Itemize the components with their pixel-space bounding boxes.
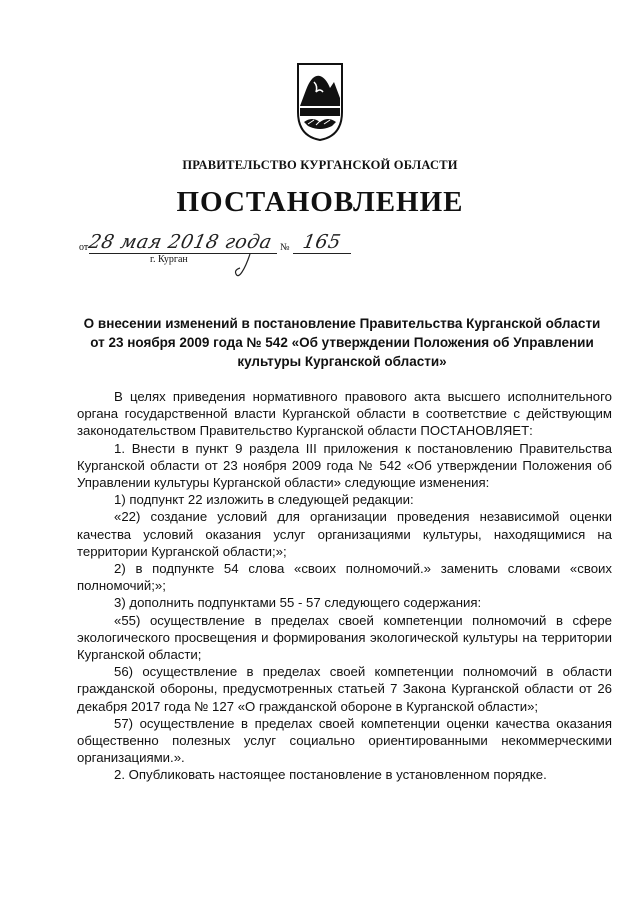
body-paragraph: 3) дополнить подпунктами 55 - 57 следующего содержания: — [114, 595, 482, 611]
government-name: ПРАВИТЕЛЬСТВО КУРГАНСКОЙ ОБЛАСТИ — [182, 158, 458, 172]
document-type-title: ПОСТАНОВЛЕНИЕ — [176, 186, 464, 218]
body-paragraph: 57) осуществление в пределах своей компетенции оценки качества оказания общественно полезных услуг социально ориентированными некоммерческими организациями.». — [77, 715, 612, 766]
date-prefix: от — [79, 242, 89, 253]
body-paragraph: «55) осуществление в пределах своей компетенции полномочий в сфере экологического просвещения и формирования экологической культуры на территории Курганской области; — [77, 612, 612, 663]
number-prefix: № — [280, 242, 290, 253]
body-paragraph: 56) осуществление в пределах своей компетенции полномочий в области гражданской обороны, предусмотренных статьей 7 Закона Курганской области от 26 декабря 2017 года № 127 «О гражданской обороне в Курганской области»; — [77, 664, 612, 714]
body-paragraph: 1) подпункт 22 изложить в следующей редакции: — [114, 492, 414, 508]
body-paragraph: 2) в подпункте 54 слова «своих полномочий.» заменить словами «своих полномочий;»; — [77, 561, 612, 594]
number-underline — [293, 253, 351, 254]
body-paragraph: 2. Опубликовать настоящее постановление в установленном порядке. — [114, 767, 547, 783]
handwritten-date: 28 мая 2018 года — [86, 231, 275, 253]
city-label: г. Курган — [150, 254, 188, 265]
document-body — [77, 388, 612, 784]
kurgan-coat-of-arms-icon — [296, 62, 344, 142]
body-paragraph: В целях приведения нормативного правового акта высшего исполнительного органа государственной власти Курганской области в соответствие с действующим законодательством Правительство Курганской области ПОСТАНОВЛЯЕТ: — [77, 389, 612, 439]
body-paragraph: 1. Внести в пункт 9 раздела III приложения к постановлению Правительства Курганской области от 23 ноября 2009 года № 542 «Об утверждении Положения об Управлении культуры Курганской области» следующие изменения: — [77, 440, 612, 491]
signature-flourish-icon — [228, 252, 258, 278]
body-paragraph: «22) создание условий для организации проведения независимой оценки качества условий оказания услуг организациями культуры, находящимися на территории Курганской области;»; — [77, 509, 612, 559]
handwritten-number: 165 — [301, 231, 343, 253]
document-subject: О внесении изменений в постановление Правительства Курганской области от 23 ноября 2009 года № 542 «Об утверждении Положения об Управлении культуры Курганской области» — [83, 316, 601, 369]
